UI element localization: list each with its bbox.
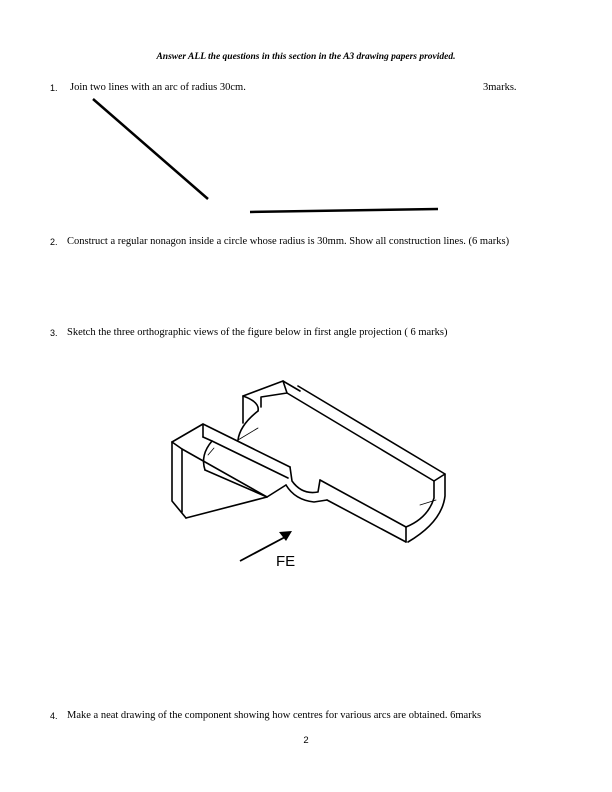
question-4-number: 4. — [50, 711, 58, 721]
section-instructions: Answer ALL the questions in this section in the A3 drawing papers provided. — [156, 52, 456, 62]
question-4 — [50, 710, 590, 724]
question-1-marks: 3marks. — [483, 82, 517, 93]
page-number: 2 — [303, 735, 309, 746]
question-3-number: 3. — [50, 328, 58, 338]
question-2-text: Construct a regular nonagon inside a circle whose radius is 30mm. Show all construction lines. (6 marks) — [67, 236, 510, 247]
question-1-number: 1. — [50, 83, 58, 93]
question-3-text: Sketch the three orthographic views of the figure below in first angle projection ( 6 marks) — [67, 327, 448, 338]
arrow-label: FE — [276, 553, 296, 570]
question-1-text: Join two lines with an arc of radius 30cm. — [70, 82, 246, 93]
question-4-text: Make a neat drawing of the component showing how centres for various arcs are obtained. 6marks — [67, 710, 482, 721]
question-2-number: 2. — [50, 237, 58, 247]
